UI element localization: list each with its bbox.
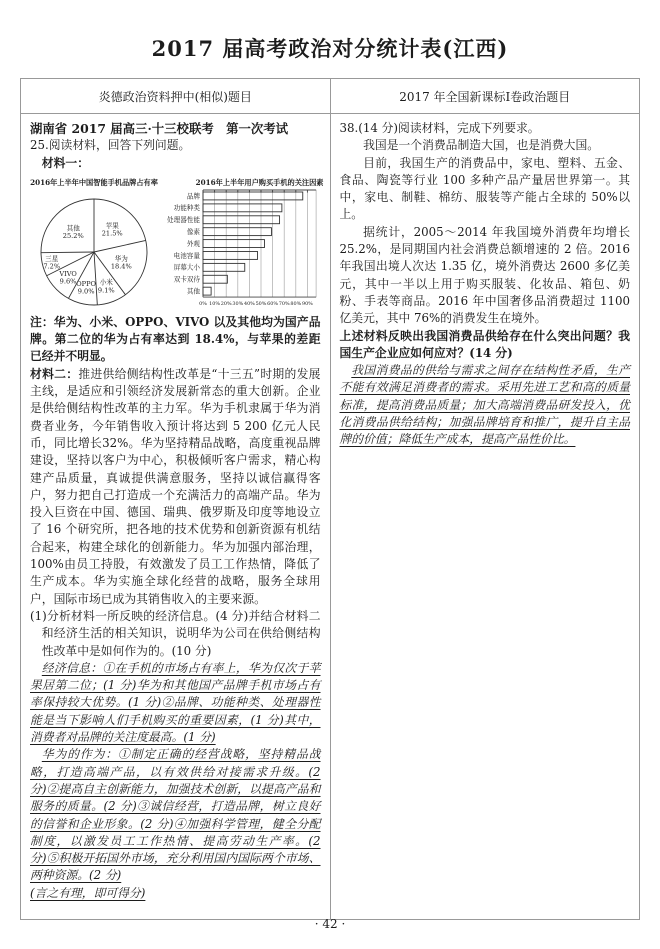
material2-paragraph (30, 366, 321, 608)
svg-text:25.2%: 25.2% (62, 231, 84, 240)
svg-text:屏幕大小: 屏幕大小 (173, 263, 200, 272)
exam-title: 湖南省 2017 届高三·十三校联考 第一次考试 (30, 121, 289, 136)
page-title: 2017 届高考政治对分统计表(江西) (151, 36, 509, 61)
svg-text:7.2%: 7.2% (43, 262, 61, 271)
svg-text:20%: 20% (220, 300, 232, 307)
svg-text:2016年上半年中国智能手机品牌占有率: 2016年上半年中国智能手机品牌占有率 (30, 177, 158, 187)
left-column-cell (21, 114, 331, 920)
comparison-table (20, 78, 640, 920)
note-text: 华为、小米、OPPO、VIVO 以及其他均为国产品牌。第二位的华为占有率达到 18.4%，与苹果的差距已经并不明显。 (30, 314, 321, 364)
note-paragraph (30, 314, 321, 366)
svg-text:OPPO: OPPO (76, 279, 96, 288)
table-body-row (21, 114, 640, 920)
svg-text:华为: 华为 (114, 254, 128, 263)
svg-text:10%: 10% (209, 300, 221, 307)
right-paragraph-3: 据统计，2005～2014 年我国境外消费年均增长 25.2%，是同期国内社会消费总额增速的 2 倍。2016 年我国出境人次达 1.35 亿，境外消费达 2600 多亿美元，其中一半以上用于购买服装、化妆品、箱包、奶粉、手表等商品。2016 年中国奢侈品消费超过 1100 亿美元，其中 76%的消费发生在境外。 (339, 224, 630, 326)
charts-row (27, 175, 324, 311)
svg-text:70%: 70% (278, 300, 290, 307)
svg-text:处理器性能: 处理器性能 (167, 215, 200, 224)
header-cell-left: 炎德政治资料押中(相似)题目 (21, 79, 331, 114)
svg-text:0%: 0% (199, 300, 207, 307)
right-paragraph-2: 目前，我国生产的消费品中，家电、塑料、五金、食品、陶瓷等行业 100 多种产品产量居世界第一。其中，家电、制鞋、棉纺、服装等产能占全球的 50%以上。 (339, 155, 630, 222)
svg-text:60%: 60% (267, 300, 279, 307)
svg-text:18.4%: 18.4% (110, 262, 132, 271)
question-1: (1)分析材料一所反映的经济信息。(4 分)并结合材料二和经济生活的相关知识，说明华为公司在供给侧结构性改革中是如何作为的。(10 分) (30, 608, 321, 658)
svg-text:像素: 像素 (186, 227, 200, 236)
svg-text:50%: 50% (255, 300, 267, 307)
svg-text:VIVO: VIVO (59, 269, 77, 278)
svg-text:80%: 80% (290, 300, 302, 307)
svg-text:9.1%: 9.1% (97, 286, 115, 295)
question-intro: 25.阅读材料，回答下列问题。 (30, 138, 191, 153)
svg-text:21.5%: 21.5% (101, 229, 123, 238)
material2-label: 材料二： (30, 366, 79, 381)
svg-text:电池容量: 电池容量 (173, 251, 200, 260)
svg-text:其他: 其他 (66, 224, 80, 233)
answer-grading-note: (言之有理，即可得分) (30, 885, 146, 900)
svg-text:外观: 外观 (186, 239, 200, 248)
svg-text:2016年上半年用户购买手机的关注因素: 2016年上半年用户购买手机的关注因素 (195, 177, 324, 187)
material2-text: 推进供给侧结构性改革是“十三五”时期的发展主线，是适应和引领经济发展新常态的重大创新。企业是供给侧结构性改革的主力军。华为手机隶属于华为消费者业务，今年销售收入预计将达到 5 200 亿元人民币，同比增长32%。华为坚持精品战略，高度重视品牌建设，坚持以客户为中心，积极倾听客户需求，精心构建产品质量，真诚提供满意服务，坚持以诚信赢得客户，努力把自己打造成一个充满活力的高端产品。华为投入巨资在中国、德国、瑞典、俄罗斯及印度等地设立了 16 个研究所，把各地的技术优势和创新资源有机结合起来，构建全球化的创新能力。华为加强内部治理，100%由员工持股，有效激发了员工工作热情，降低了生产成本。华为实施全球化经营的战略，服务全球用户，国际市场已成为其销售收入的主要来源。 (30, 366, 321, 606)
svg-text:双卡双待: 双卡双待 (173, 275, 200, 284)
svg-text:苹果: 苹果 (105, 221, 119, 230)
right-paragraph-1: 我国是一个消费品制造大国，也是消费大国。 (363, 138, 600, 153)
svg-text:9.6%: 9.6% (59, 277, 77, 286)
material1-label: 材料一： (41, 155, 89, 170)
svg-text:功能种类: 功能种类 (173, 204, 200, 213)
svg-text:90%: 90% (301, 300, 313, 307)
right-column-cell (330, 114, 640, 920)
pie-chart-smartphone-brand-share (27, 175, 161, 311)
svg-text:30%: 30% (232, 300, 244, 307)
question-38-task: 上述材料反映出我国消费品供给存在什么突出问题？我国生产企业应如何应对？(14 分) (339, 328, 630, 360)
svg-text:9.0%: 9.0% (77, 287, 95, 296)
answer-38: 我国消费品的供给与需求之间存在结构性矛盾，生产不能有效满足消费者的需求。采用先进工艺和高的质量标准，提高消费品质量；加大高端消费品研发投入，优化消费品供给结构；加强品牌培育和推广，提升自主品牌的价值；降低生产成本，提高产品性价比。 (339, 363, 630, 447)
svg-text:小米: 小米 (99, 278, 113, 287)
page-number: · 42 · (314, 917, 346, 931)
answer-huawei-actions: 华为的作为：①制定正确的经营战略，坚持精品战略，打造高端产品，以有效供给对接需求升级。(2 分)②提高自主创新能力，加强技术创新，以提高产品和服务的质量。(2 分)③诚信经营，打造品牌，树立良好的信誉和企业形象。(2 分)④加强科学管理，健全分配制度，以激发员工工作热情、提高劳动生产率。(2 分)⑤积极开拓国外市场，充分利用国内国际两个市场、两种资源。(2 分) (30, 747, 321, 883)
svg-text:40%: 40% (243, 300, 255, 307)
svg-text:三星: 三星 (45, 254, 59, 263)
bar-chart-purchase-attention-factors (161, 175, 324, 311)
svg-text:品牌: 品牌 (186, 192, 200, 201)
svg-text:其他: 其他 (186, 287, 200, 296)
table-header-row (21, 79, 640, 114)
answer-economic-info: 经济信息：①在手机的市场占有率上，华为仅次于苹果居第二位；(1 分)华为和其他国产品牌手机市场占有率保持较大优势。(1 分)②品牌、功能种类、处理器性能是当下影响人们手机购买的重要因素，(1 分)其中，消费者对品牌的关注度最高。(1 分) (30, 660, 321, 745)
header-cell-right: 2017 年全国新课标Ⅰ卷政治题目 (330, 79, 640, 114)
note-label: 注： (30, 314, 54, 329)
question-38-intro: 38.(14 分)阅读材料，完成下列要求。 (339, 121, 540, 135)
